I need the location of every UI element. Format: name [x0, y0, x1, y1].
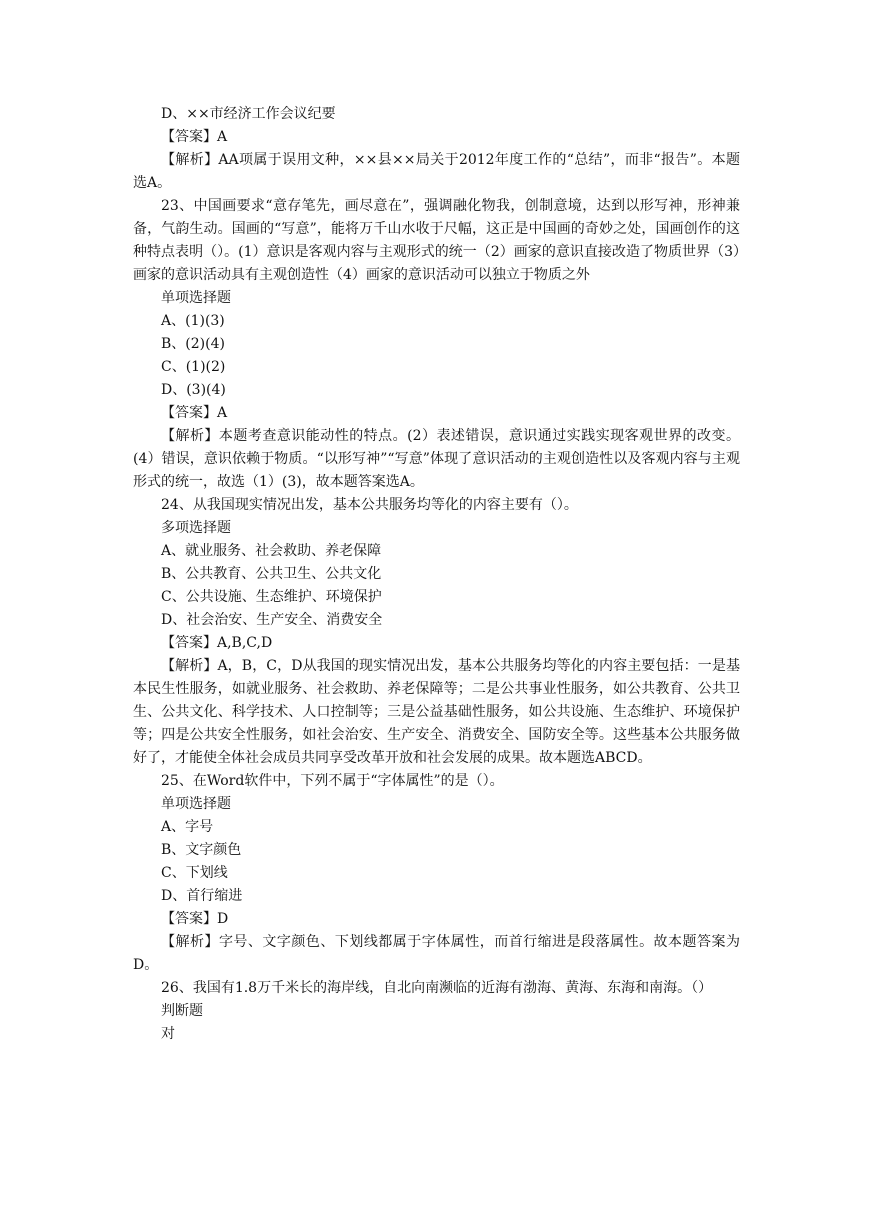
q23-option-c: C、(1)(2) — [161, 359, 226, 375]
q25-option-d: D、首行缩进 — [161, 888, 243, 904]
q25-stem: 25、在Word软件中，下列不属于“字体属性”的是（）。 — [161, 773, 504, 789]
q23-option-a: A、(1)(3) — [161, 313, 225, 329]
q25-analysis: 【解析】字号、文字颜色、下划线都属于字体属性，而首行缩进是段落属性。故本题答案为D。 — [133, 934, 740, 973]
q24-option-d: D、社会治安、生产安全、消费安全 — [161, 612, 383, 628]
prev-option-d: D、××市经济工作会议纪要 — [161, 106, 336, 122]
q23-analysis: 【解析】本题考查意识能动性的特点。(2）表述错误，意识通过实践实现客观世界的改变。(4）错误，意识依赖于物质。“以形写神”“写意”体现了意识活动的主观创造性以及客观内容与主观形式的统一，故选（1）(3)，故本题答案选A。 — [133, 428, 740, 490]
q23-type: 单项选择题 — [161, 290, 231, 306]
q25-option-c: C、下划线 — [161, 865, 228, 881]
q25-option-a: A、字号 — [161, 819, 214, 835]
q23-option-d: D、(3)(4) — [161, 382, 226, 398]
q24-answer: 【答案】A,B,C,D — [161, 635, 273, 651]
q23-option-b: B、(2)(4) — [161, 336, 225, 352]
q23-answer: 【答案】A — [161, 405, 228, 421]
q26-option-true: 对 — [161, 1026, 175, 1042]
document-content — [133, 103, 740, 1046]
q25-option-b: B、文字颜色 — [161, 842, 242, 858]
q24-stem: 24、从我国现实情况出发，基本公共服务均等化的内容主要有（）。 — [161, 497, 578, 513]
prev-analysis: 【解析】AA项属于误用文种，××县××局关于2012年度工作的“总结”，而非“报告”。本题选A。 — [133, 152, 740, 191]
q24-option-b: B、公共教育、公共卫生、公共文化 — [161, 566, 382, 582]
q25-answer: 【答案】D — [161, 911, 229, 927]
q24-type: 多项选择题 — [161, 520, 231, 536]
q26-stem: 26、我国有1.8万千米长的海岸线，自北向南濒临的近海有渤海、黄海、东海和南海。（） — [161, 980, 713, 996]
q23-stem: 23、中国画要求“意存笔先，画尽意在”，强调融化物我，创制意境，达到以形写神，形神兼备，气韵生动。国画的“写意”，能将万千山水收于尺幅，这正是中国画的奇妙之处，国画创作的这种特点表明（）。(1）意识是客观内容与主观形式的统一（2）画家的意识直接改造了物质世界（3）画家的意识活动具有主观创造性（4）画家的意识活动可以独立于物质之外 — [133, 198, 740, 283]
q24-option-a: A、就业服务、社会救助、养老保障 — [161, 543, 382, 559]
prev-answer: 【答案】A — [161, 129, 228, 145]
q26-type: 判断题 — [161, 1003, 203, 1019]
q24-option-c: C、公共设施、生态维护、环境保护 — [161, 589, 382, 605]
q25-type: 单项选择题 — [161, 796, 231, 812]
q24-analysis: 【解析】A，B，C，D从我国的现实情况出发，基本公共服务均等化的内容主要包括：一是基本民生性服务，如就业服务、社会救助、养老保障等；二是公共事业性服务，如公共教育、公共卫生、公共文化、科学技术、人口控制等；三是公益基础性服务，如公共设施、生态维护、环境保护等；四是公共安全性服务，如社会治安、生产安全、消费安全、国防安全等。这些基本公共服务做好了，才能使全体社会成员共同享受改革开放和社会发展的成果。故本题选ABCD。 — [133, 658, 740, 766]
